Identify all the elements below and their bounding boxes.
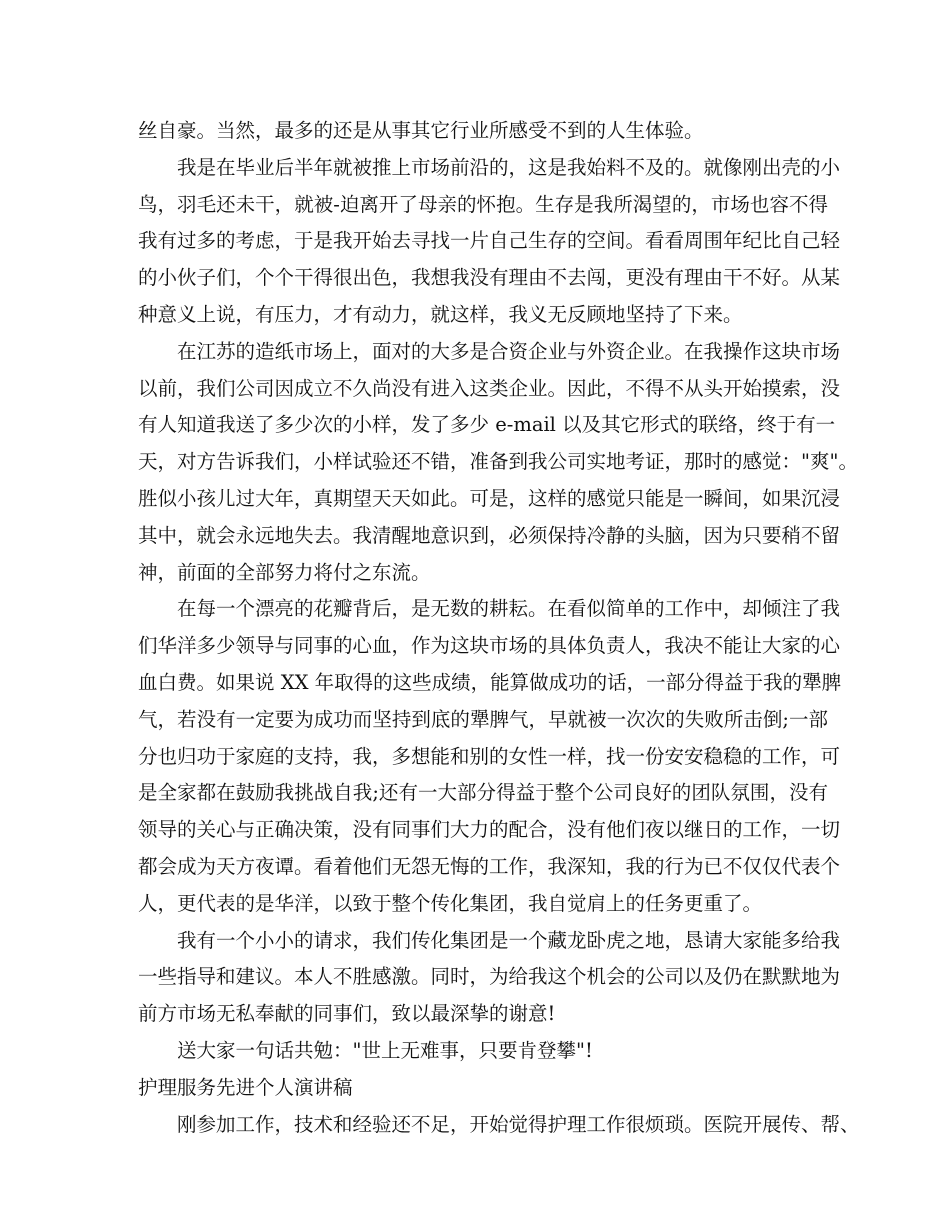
text-line: 丝自豪。当然，最多的还是从事其它行业所感受不到的人生体验。: [138, 119, 704, 142]
text-line: 我是在毕业后半年就被推上市场前沿的，这是我始料不及的。就像刚出壳的小: [177, 155, 841, 179]
text-line: 都会成为天方夜谭。看着他们无怨无悔的工作，我深知，我的行为已不仅仅代表个: [138, 854, 841, 878]
text-line: 有人知道我送了多少次的小样，发了多少 e-mail 以及其它形式的联络，终于有一: [138, 413, 836, 437]
text-line: 胜似小孩儿过大年，真期望天天如此。可是，这样的感觉只能是一瞬间，如果沉浸: [138, 486, 841, 510]
text-line: 种意义上说，有压力，才有动力，就这样，我义无反顾地坚持了下来。: [138, 302, 743, 326]
text-line: 领导的关心与正确决策，没有同事们大力的配合，没有他们夜以继日的工作，一切: [138, 818, 841, 842]
section-heading: 护理服务先进个人演讲稿: [138, 1075, 353, 1099]
text-line: 以前，我们公司因成立不久尚没有进入这类企业。因此，不得不从头开始摸索，没: [138, 376, 841, 400]
text-line: 人，更代表的是华洋，以致于整个传化集团，我自觉肩上的任务更重了。: [138, 891, 763, 915]
text-line: 在江苏的造纸市场上，面对的大多是合资企业与外资企业。在我操作这块市场: [177, 339, 841, 363]
text-line: 鸟，羽毛还未干，就被-迫离开了母亲的怀抱。生存是我所渴望的，市场也容不得: [138, 192, 828, 216]
text-line: 前方市场无私奉献的同事们，致以最深挚的谢意!: [138, 1002, 556, 1026]
text-line: 神，前面的全部努力将付之东流。: [138, 560, 431, 584]
text-line: 送大家一句话共勉："世上无难事，只要肯登攀"!: [177, 1038, 593, 1062]
text-line: 一些指导和建议。本人不胜感激。同时，为给我这个机会的公司以及仍在默默地为: [138, 965, 841, 989]
text-line: 我有过多的考虑，于是我开始去寻找一片自己生存的空间。看看周围年纪比自己轻: [138, 229, 841, 253]
text-line: 们华洋多少领导与同事的心血，作为这块市场的具体负责人，我决不能让大家的心: [138, 634, 841, 658]
document-body: [138, 113, 860, 1143]
text-line: 天，对方告诉我们，小样试验还不错，准备到我公司实地考证，那时的感觉："爽"。: [138, 450, 858, 474]
text-line: 分也归功于家庭的支持，我，多想能和别的女性一样，找一份安安稳稳的工作，可: [138, 744, 841, 768]
text-line: 刚参加工作，技术和经验还不足，开始觉得护理工作很烦琐。医院开展传、帮、: [177, 1112, 860, 1136]
text-line: 的小伙子们，个个干得很出色，我想我没有理由不去闯，更没有理由干不好。从某: [138, 266, 841, 290]
text-line: 气，若没有一定要为成功而坚持到底的犟脾气，早就被一次次的失败所击倒;一部: [138, 707, 828, 731]
text-line: 在每一个漂亮的花瓣背后，是无数的耕耘。在看似简单的工作中，却倾注了我: [177, 597, 841, 621]
text-line: 是全家都在鼓励我挑战自我;还有一大部分得益于整个公司良好的团队氛围，没有: [138, 781, 828, 805]
text-line: 其中，就会永远地失去。我清醒地意识到，必须保持冷静的头脑，因为只要稍不留: [138, 523, 841, 547]
text-line: 血白费。如果说 XX 年取得的这些成绩，能算做成功的话，一部分得益于我的犟脾: [138, 670, 842, 694]
text-line: 我有一个小小的请求，我们传化集团是一个藏龙卧虎之地，恳请大家能多给我: [177, 928, 841, 952]
